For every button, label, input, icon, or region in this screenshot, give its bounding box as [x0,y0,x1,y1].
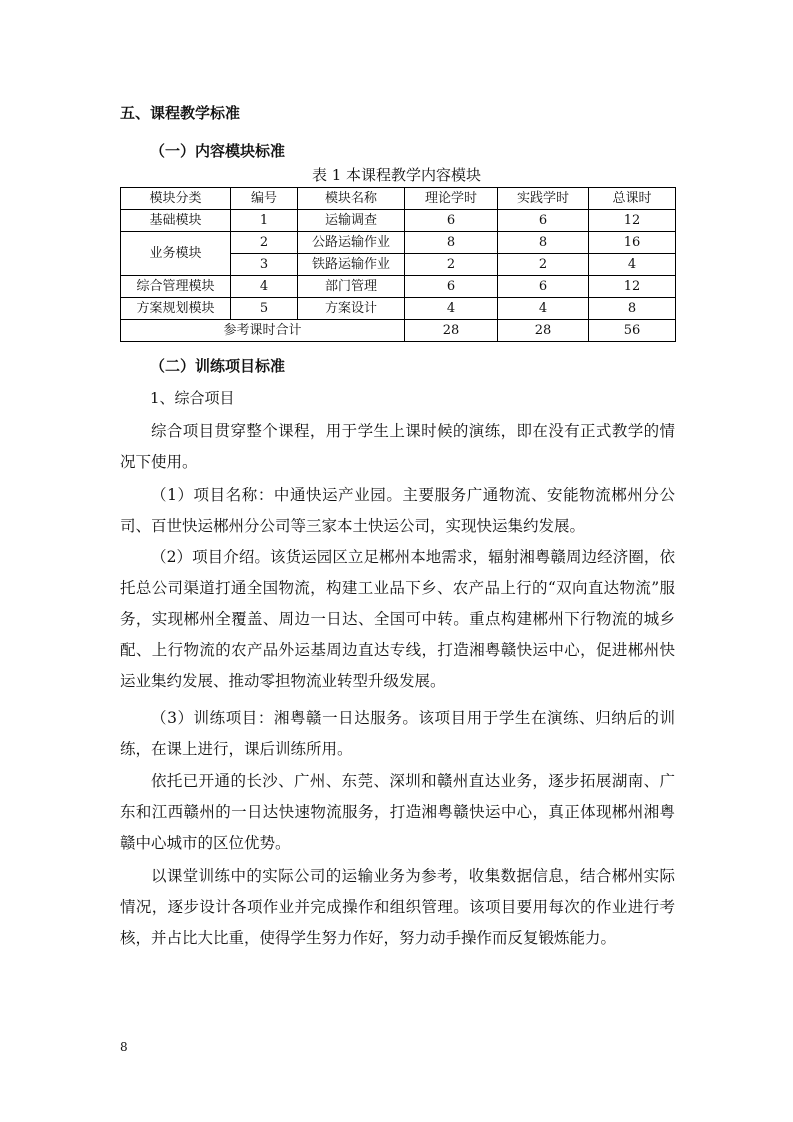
cell-category: 业务模块 [121,232,231,276]
cell-theory: 8 [405,232,498,254]
paragraph: 综合项目贯穿整个课程，用于学生上课时候的演练，即在没有正式教学的情况下使用。 [120,422,675,471]
total-theory: 28 [405,320,498,342]
cell-category: 方案规划模块 [121,298,231,320]
header-cell: 模块名称 [298,188,405,210]
subsection-heading-training: （二）训练项目标准 [150,357,286,375]
paragraph: 依托已开通的长沙、广州、东莞、深圳和赣州直达业务，逐步拓展湖南、广东和江西赣州的一日达快速物流服务，打造湘粤赣快运中心，真正体现郴州湘粤赣中心城市的区位优势。 [120,772,675,852]
cell-total: 4 [589,254,676,276]
cell-no: 5 [231,298,298,320]
cell-practice: 8 [498,232,589,254]
table-caption: 表 1 本课程教学内容模块 [311,166,482,184]
header-cell: 实践学时 [498,188,589,210]
paragraph: （2）项目介绍。该货运园区立足郴州本地需求，辐射湘粤赣周边经济圈，依托总公司渠道打通全国物流，构建工业品下乡、农产品上行的“双向直达物流”服务，实现郴州全覆盖、周边一日达、全国可中转。重点构建郴州下行物流的城乡配、上行物流的农产品外运基周边直达专线，打造湘粤赣快运中心，促进郴州快运业集约发展、推动零担物流业转型升级发展。 [120,548,675,690]
cell-no: 3 [231,254,298,276]
section-heading: 五、课程教学标准 [120,104,241,122]
cell-theory: 4 [405,298,498,320]
cell-name: 公路运输作业 [298,232,405,254]
cell-practice: 6 [498,210,589,232]
cell-category: 综合管理模块 [121,276,231,298]
cell-name: 方案设计 [298,298,405,320]
cell-total: 16 [589,232,676,254]
table-total-row [121,320,676,342]
cell-name: 部门管理 [298,276,405,298]
table-header-row [121,188,676,210]
cell-name: 运输调查 [298,210,405,232]
total-label: 参考课时合计 [121,320,405,342]
table-row [121,276,676,298]
cell-theory: 6 [405,276,498,298]
paragraph: （1）项目名称：中通快运产业园。主要服务广通物流、安能物流郴州分公司、百世快运郴州分公司等三家本土快运公司，实现快运集约发展。 [120,486,675,535]
cell-theory: 6 [405,210,498,232]
header-cell: 总课时 [589,188,676,210]
cell-category: 基础模块 [121,210,231,232]
cell-total: 8 [589,298,676,320]
cell-total: 12 [589,276,676,298]
header-cell: 模块分类 [121,188,231,210]
total-practice: 28 [498,320,589,342]
table-row [121,210,676,232]
cell-practice: 6 [498,276,589,298]
cell-no: 2 [231,232,298,254]
cell-name: 铁路运输作业 [298,254,405,276]
table-row [121,298,676,320]
paragraph: （3）训练项目：湘粤赣一日达服务。该项目用于学生在演练、归纳后的训练，在课上进行，课后训练所用。 [120,709,675,758]
header-cell: 编号 [231,188,298,210]
cell-practice: 4 [498,298,589,320]
cell-no: 1 [231,210,298,232]
cell-theory: 2 [405,254,498,276]
page-number: 8 [120,1040,128,1054]
cell-no: 4 [231,276,298,298]
subsection-heading-content-modules: （一）内容模块标准 [150,142,286,160]
item-heading: 1、综合项目 [150,389,235,407]
paragraph: 以课堂训练中的实际公司的运输业务为参考，收集数据信息，结合郴州实际情况，逐步设计各项作业并完成操作和组织管理。该项目要用每次的作业进行考核，并占比大比重，使得学生努力作好，努力动手操作而反复锻炼能力。 [120,867,675,947]
course-module-table [120,187,676,342]
header-cell: 理论学时 [405,188,498,210]
cell-total: 12 [589,210,676,232]
total-hours: 56 [589,320,676,342]
table-row [121,232,676,254]
cell-practice: 2 [498,254,589,276]
